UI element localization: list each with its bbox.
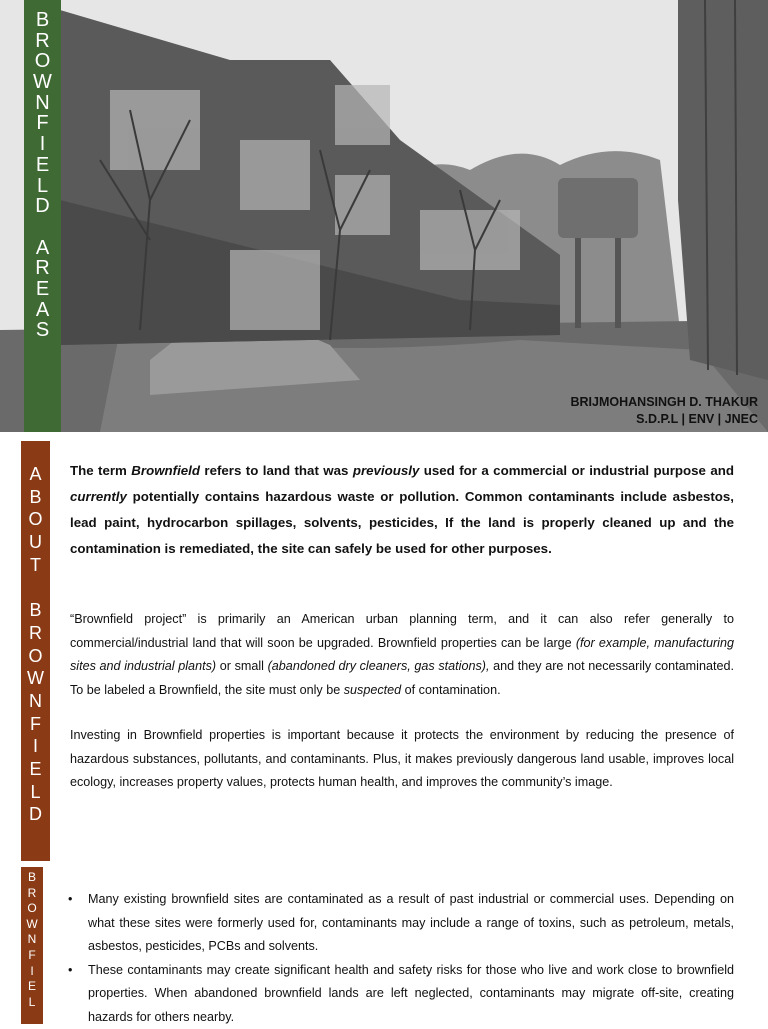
vertical-letter: W [33,72,52,93]
vertical-letter: O [28,647,42,670]
vertical-letter: A [36,300,49,321]
vertical-letter: U [29,533,42,556]
vertical-letter [40,217,46,238]
vertical-letter: O [28,510,42,533]
vertical-letter: L [37,176,48,197]
hero-photo [0,0,768,432]
vertical-letter: E [36,155,49,176]
vertical-letter: A [36,238,49,259]
project-paragraph: “Brownfield project” is primarily an American urban planning term, and it can also refer generally to commercial/industrial land that will soon be upgraded. Brownfield properties can be large (for example, manufacturing sites and industrial plants) or small (abandoned dry cleaners, gas stations), and they are not necessarily contaminated. To be labeled a Brownfield, the site must only be suspected of contamination. [70,608,734,702]
vertical-letter: E [29,760,41,783]
vertical-letter: I [30,965,33,981]
vertical-letter: T [30,556,41,579]
vertical-letter: O [27,902,36,918]
definition-paragraph: The term Brownfield refers to land that was previously used for a commercial or industrial purpose and currently potentially contains hazardous waste or pollution. Common contaminants include asbestos, lead paint, hydrocarbon spillages, solvents, pesticides, If the land is properly cleaned up and the contamination is remediated, the site can safely be used for other purposes. [70,458,734,562]
vertical-letter: F [28,949,35,965]
vertical-letter: W [27,669,44,692]
vertical-letter: W [26,918,37,934]
vertical-letter: B [36,10,49,31]
abandoned-factory-image [0,0,768,432]
vertical-letter: B [29,488,41,511]
vertical-letter: R [35,258,49,279]
title-vertical-bar [24,0,61,432]
contaminants-list [66,888,734,1029]
author-block [571,394,759,428]
vertical-letter: D [35,196,49,217]
vertical-letter: N [35,93,49,114]
about-vertical-bar [21,441,50,861]
vertical-letter: N [29,692,42,715]
vertical-letter: L [30,783,40,806]
vertical-letter: I [40,134,46,155]
vertical-letter: B [28,871,36,887]
vertical-letter: F [36,113,48,134]
vertical-letter: E [28,980,36,996]
vertical-letter: O [35,51,51,72]
vertical-letter: B [29,601,41,624]
vertical-letter: R [35,31,49,52]
vertical-letter: R [28,887,37,903]
author-affiliation: S.D.P.L | ENV | JNEC [571,411,759,428]
vertical-letter: L [29,996,36,1012]
vertical-letter: S [36,320,49,341]
vertical-letter [33,578,38,601]
vertical-letter: D [29,805,42,828]
investing-paragraph: Investing in Brownfield properties is important because it protects the environment by reducing the presence of hazardous substances, pollutants, and contaminants. Plus, it makes previously dangerous land usable, improves local ecology, increases property values, protects human health, and improves the community’s image. [70,724,734,795]
vertical-letter: F [30,715,41,738]
brownfield-vertical-bar [21,867,43,1024]
list-item: • These contaminants may create significant health and safety risks for those who live and work close to brownfield properties. When abandoned brownfield lands are left neglected, contaminants may migrate off-site, creating hazards for others nearby. [66,959,734,1029]
vertical-letter: N [28,933,37,949]
list-item: • Many existing brownfield sites are contaminated as a result of past industrial or commercial uses. Depending on what these sites were formerly used for, contaminants may include a range of toxins, such as petroleum, metals, asbestos, pesticides, PCBs and solvents. [66,888,734,959]
author-name: BRIJMOHANSINGH D. THAKUR [571,394,759,411]
vertical-letter: R [29,624,42,647]
vertical-letter: I [33,737,38,760]
vertical-letter: A [29,465,41,488]
vertical-letter: E [36,279,49,300]
